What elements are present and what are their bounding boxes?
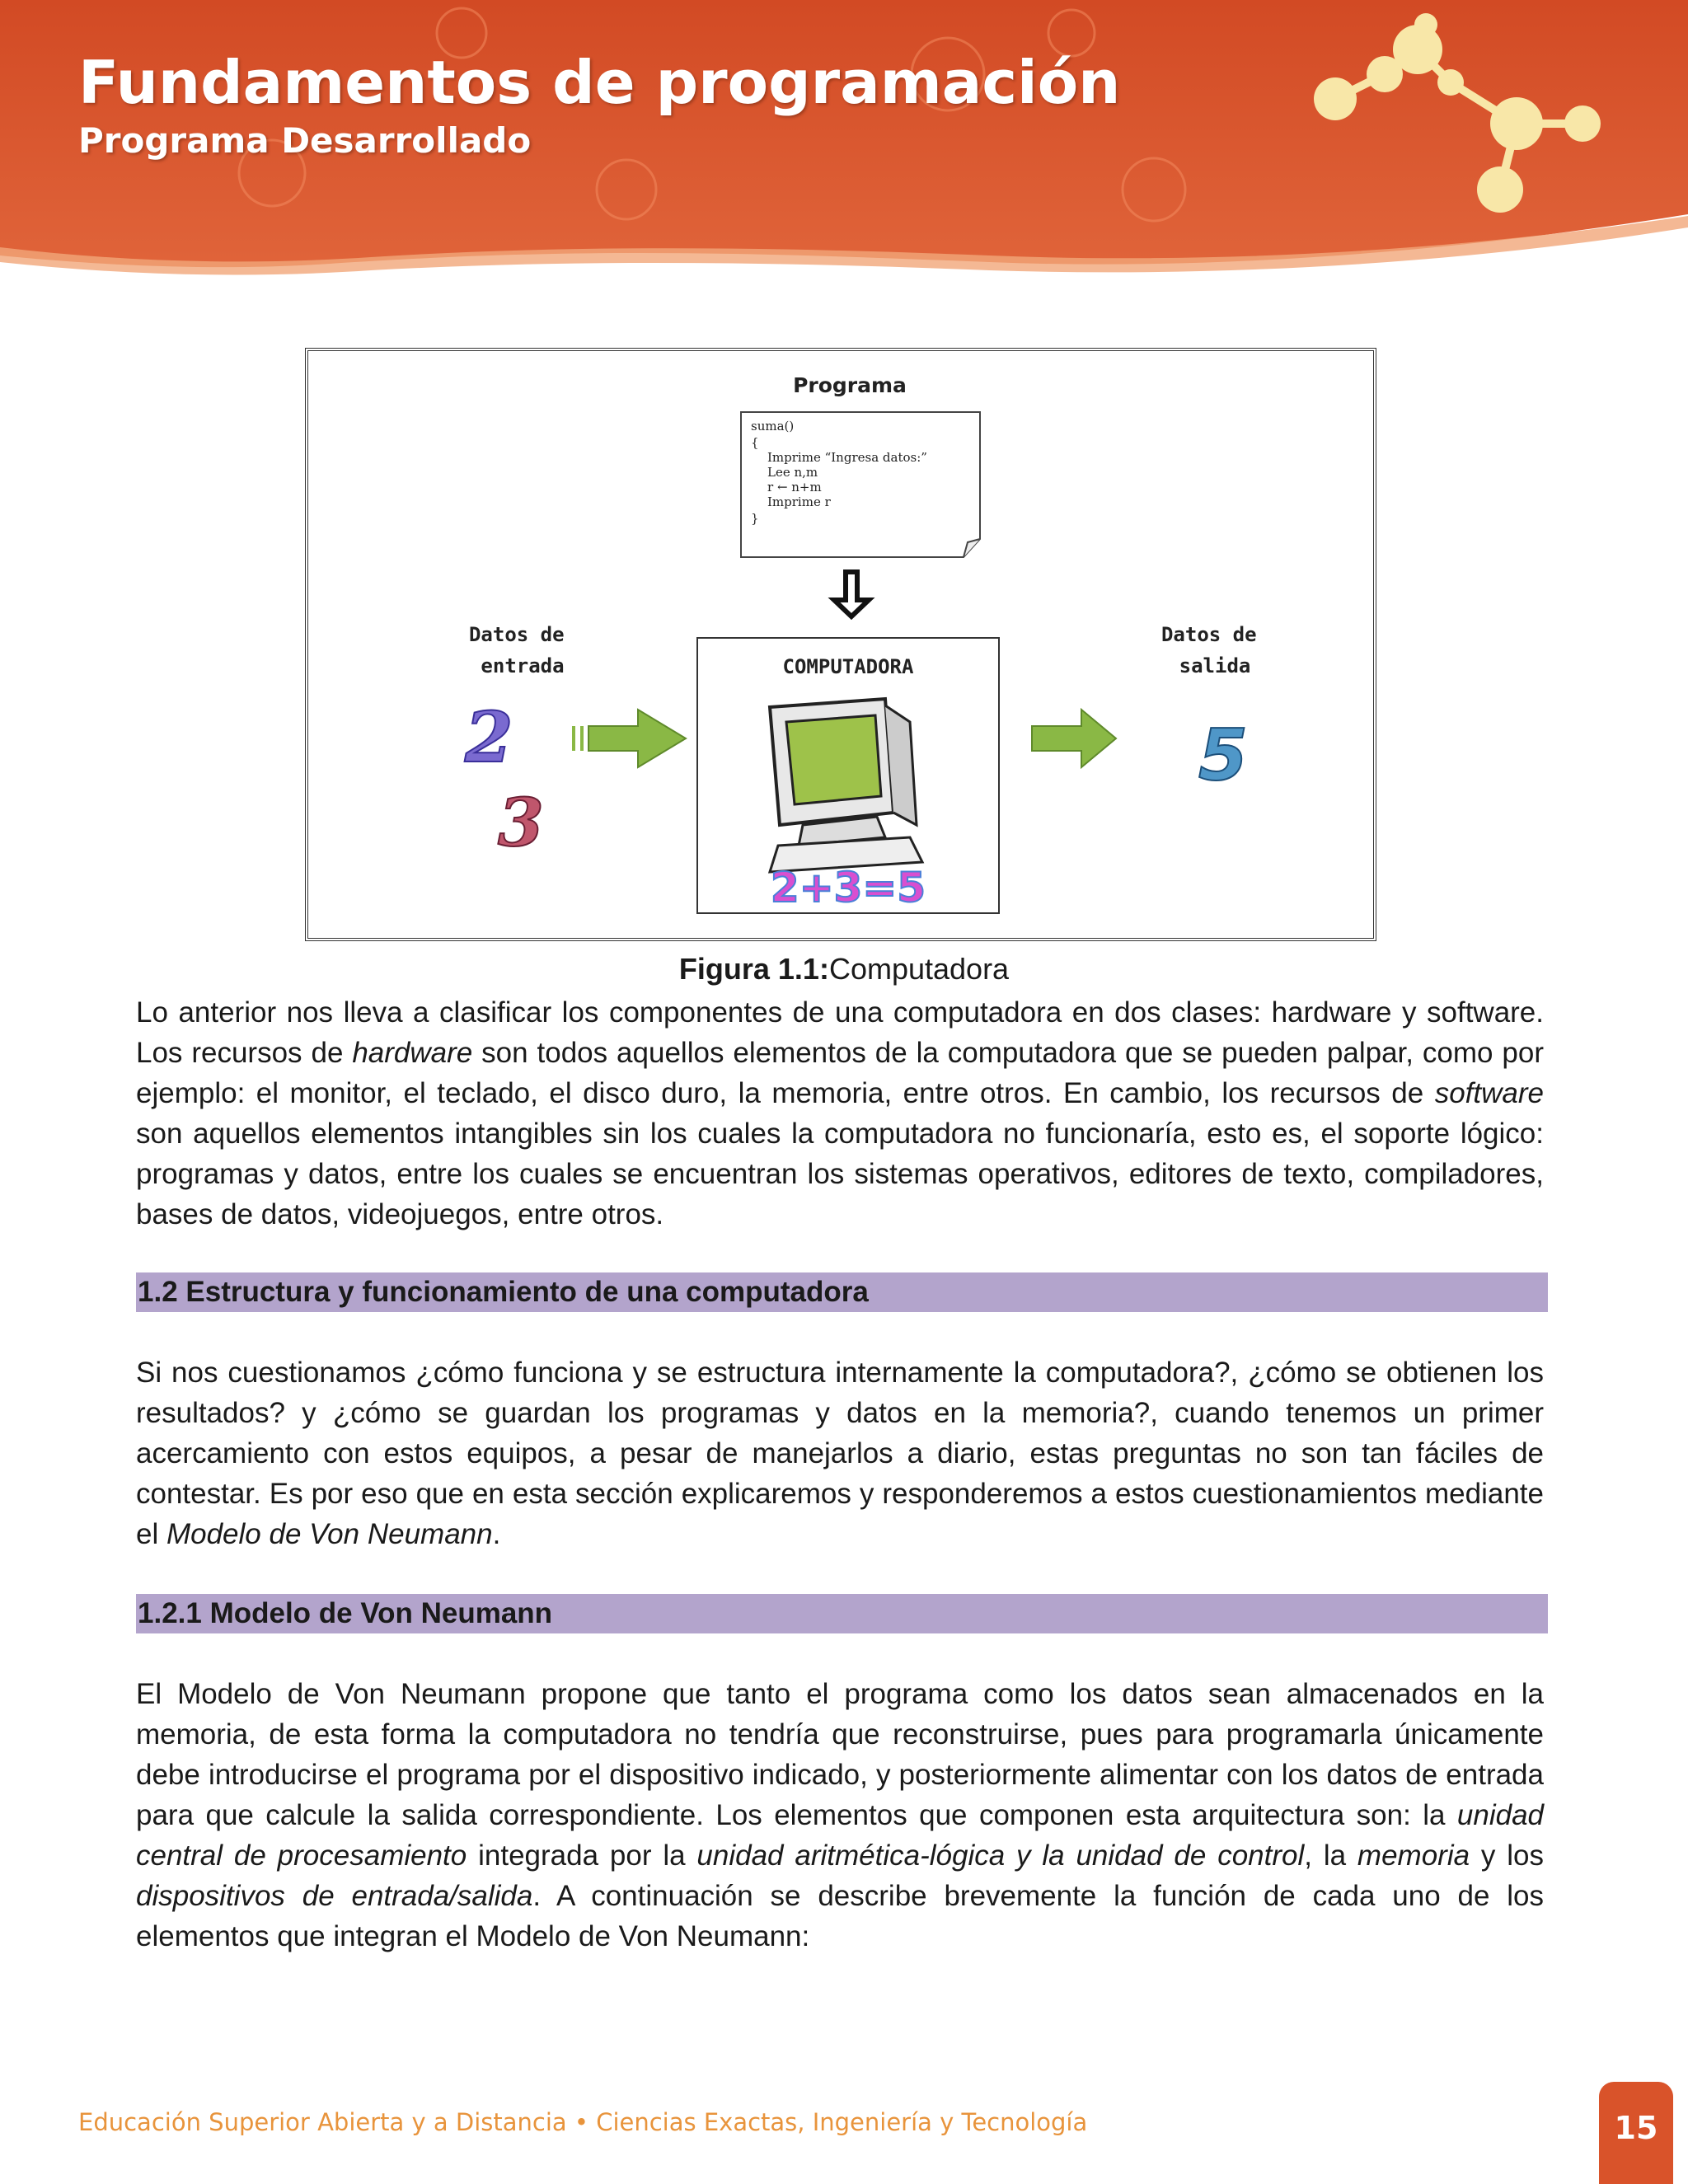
code-line: r ← n+m: [767, 480, 822, 494]
code-line: Imprime r: [767, 494, 831, 509]
code-line: suma(): [751, 419, 795, 434]
text-run: son todos aquellos elementos de la computadora que se pueden palpar, como por ejemplo: el monitor, el teclado, el disco duro, la memoria, entre otros. En cambio, los recursos de: [136, 1037, 1544, 1109]
text-run: son aquellos elementos intangibles sin los cuales la computadora no funcionaría, esto es, el soporte lógico: programas y datos, entre los cuales se encuentran los sistemas operativos, editores de texto, compiladores, bases de datos, videojuegos, entre otros.: [136, 1118, 1544, 1230]
code-line: {: [751, 435, 759, 450]
section-heading-1-2: 1.2 Estructura y funcionamiento de una computadora: [136, 1272, 1548, 1312]
caption-text: Computadora: [828, 952, 1010, 986]
equation-label: 2+3=5: [770, 864, 926, 912]
text-run-italic: dispositivos de entrada/salida: [136, 1880, 533, 1912]
header-banner: [0, 0, 1688, 288]
output-label-line1: Datos de: [1160, 623, 1257, 646]
text-run-italic: memoria: [1357, 1840, 1470, 1872]
document-title: Fundamentos de programación: [78, 48, 1121, 117]
caption-label: Figura 1.1:: [678, 952, 829, 986]
input-label-line2: entrada: [481, 654, 565, 677]
output-label-line2: salida: [1179, 654, 1251, 677]
text-run: , la: [1304, 1840, 1357, 1872]
text-run: integrada por la: [467, 1840, 697, 1872]
text-run: Lo anterior nos lleva a clasificar los componentes de una computadora en dos clases: hardware y software. Los recursos de: [136, 996, 1544, 1069]
text-run: .: [492, 1518, 501, 1550]
text-run-italic: software: [1434, 1077, 1544, 1109]
text-run: El Modelo de Von Neumann propone que tanto el programa como los datos sean almacenados en la memoria, de esta forma la computadora no tendría que reconstruirse, pues para programarla únicamente debe introducirse el programa por el dispositivo indicado, y posteriormente alimentar con los datos de entrada para que calcule la salida correspondiente. Los elementos que componen esta arquitectura son: la: [136, 1678, 1544, 1831]
input-arrow-icon: [572, 710, 686, 767]
output-digit-5: 5: [1198, 715, 1248, 797]
input-label-line1: Datos de: [468, 623, 565, 646]
code-line: }: [751, 511, 759, 526]
text-run-italic: unidad aritmética-lógica y la unidad de control: [696, 1840, 1305, 1872]
code-line: Imprime “Ingresa datos:”: [767, 450, 927, 465]
paragraph-von-neumann: [136, 1674, 1544, 1957]
input-digit-3: 3: [498, 784, 544, 861]
svg-text:Datos de salida: [1161, 623, 1268, 677]
figure-caption: [0, 952, 1688, 987]
output-arrow-icon: [1032, 710, 1116, 767]
code-line: Lee n,m: [767, 465, 818, 480]
page-number: 15: [1614, 2110, 1658, 2146]
input-digit-2: 2: [465, 696, 513, 778]
computer-label: COMPUTADORA: [782, 655, 914, 678]
svg-text:Datos de entrada: [469, 623, 576, 677]
document-subtitle: Programa Desarrollado: [78, 120, 532, 161]
figure-diagram: [308, 351, 1373, 938]
text-run: Si nos cuestionamos ¿cómo funciona y se estructura internamente la computadora?, ¿cómo se obtienen los resultados? y ¿cómo se guardan los programas y datos en la memoria?, cuando tenemos un primer acercamiento con estos equipos, a pesar de manejarlos a diario, estas preguntas no son tan fáciles de contestar. Es por eso que en esta sección explicaremos y responderemos a estos cuestionamientos mediante el: [136, 1357, 1544, 1550]
text-run-italic: hardware: [352, 1037, 473, 1069]
text-run: . A continuación se describe brevemente la función de cada uno de los elementos que integran el Modelo de Von Neumann:: [136, 1880, 1544, 1952]
footer-text: Educación Superior Abierta y a Distancia • Ciencias Exactas, Ingeniería y Tecnología: [78, 2108, 1088, 2136]
paragraph-hardware-software: [136, 992, 1544, 1235]
computer-icon: [770, 699, 922, 872]
program-label: Programa: [793, 373, 907, 397]
section-heading-1-2-1: 1.2.1 Modelo de Von Neumann: [136, 1594, 1548, 1633]
text-run-italic: Modelo de Von Neumann: [166, 1518, 493, 1550]
text-run: y los: [1470, 1840, 1544, 1872]
figure-computadora: [305, 348, 1376, 941]
paragraph-estructura: [136, 1352, 1544, 1554]
text-run-italic: unidad central de procesamiento: [136, 1799, 1544, 1872]
down-arrow-icon: [834, 572, 869, 616]
program-document: [741, 412, 980, 557]
